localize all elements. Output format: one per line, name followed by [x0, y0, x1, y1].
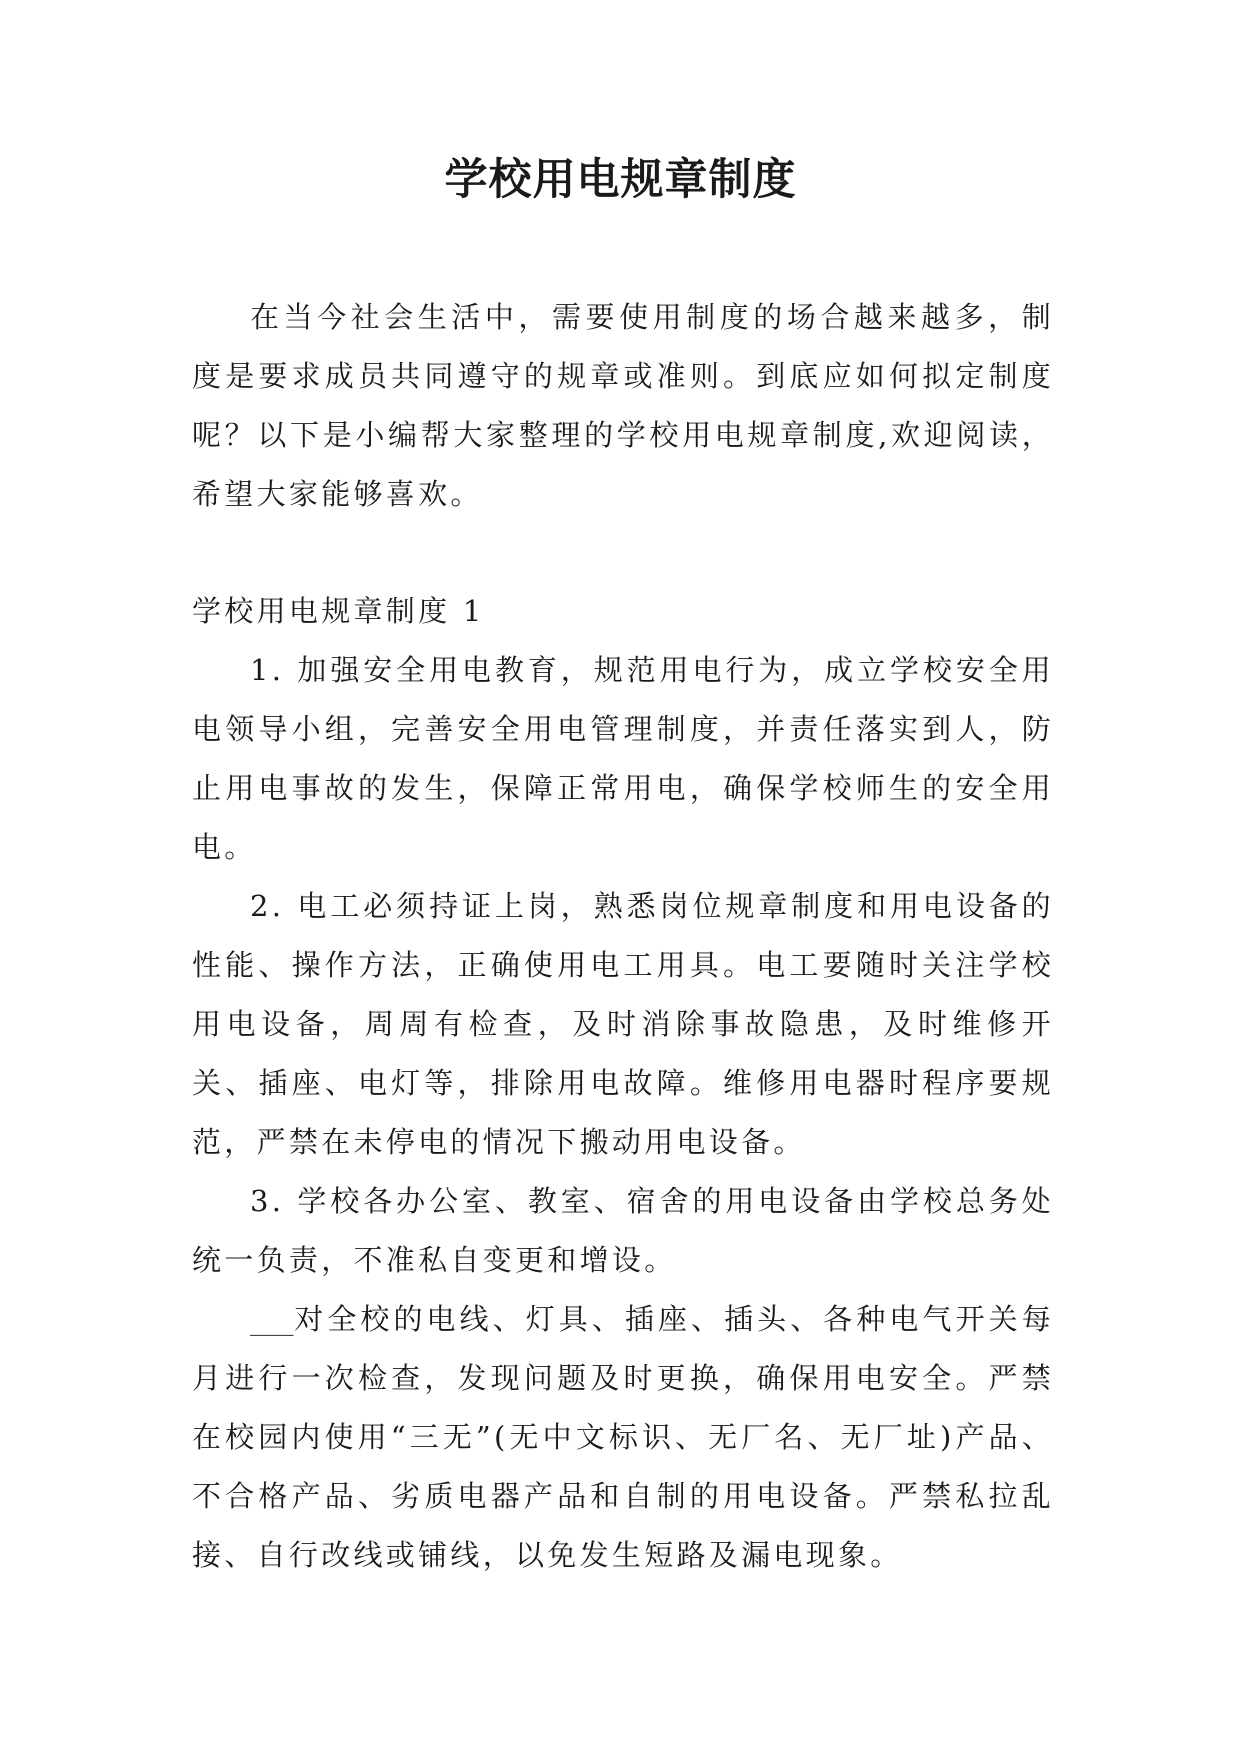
- rule-item-1: 1. 加强安全用电教育，规范用电行为，成立学校安全用电领导小组，完善安全用电管理制度，并责任落实到人，防止用电事故的发生，保障正常用电，确保学校师生的安全用电。: [192, 653, 1054, 864]
- intro-block: [192, 288, 1054, 524]
- section-block: [192, 582, 1054, 1585]
- rule-item-4-text: 对全校的电线、灯具、插座、插头、各种电气开关每月进行一次检查，发现问题及时更换，确保用电安全。严禁在校园内使用“三无”(无中文标识、无厂名、无厂址)产品、不合格产品、劣质电器产品和自制的用电设备。严禁私拉乱接、自行改线或铺线，以免发生短路及漏电现象。: [192, 1302, 1054, 1572]
- rule-item-2: 2. 电工必须持证上岗，熟悉岗位规章制度和用电设备的性能、操作方法，正确使用电工用具。电工要随时关注学校用电设备，周周有检查，及时消除事故隐患，及时维修开关、插座、电灯等，排除用电故障。维修用电器时程序要规范，严禁在未停电的情况下搬动用电设备。: [192, 889, 1054, 1159]
- section-heading: 学校用电规章制度 1: [192, 594, 485, 628]
- intro-paragraph: 在当今社会生活中，需要使用制度的场合越来越多，制度是要求成员共同遵守的规章或准则。到底应如何拟定制度呢？以下是小编帮大家整理的学校用电规章制度,欢迎阅读，希望大家能够喜欢。: [192, 300, 1054, 511]
- document-title: 学校用电规章制度: [444, 155, 797, 205]
- rule-item-4: [192, 1290, 1054, 1585]
- blank-mark: ___: [250, 1302, 294, 1336]
- rule-item-3: 3. 学校各办公室、教室、宿舍的用电设备由学校总务处统一负责，不准私自变更和增设。: [192, 1184, 1054, 1277]
